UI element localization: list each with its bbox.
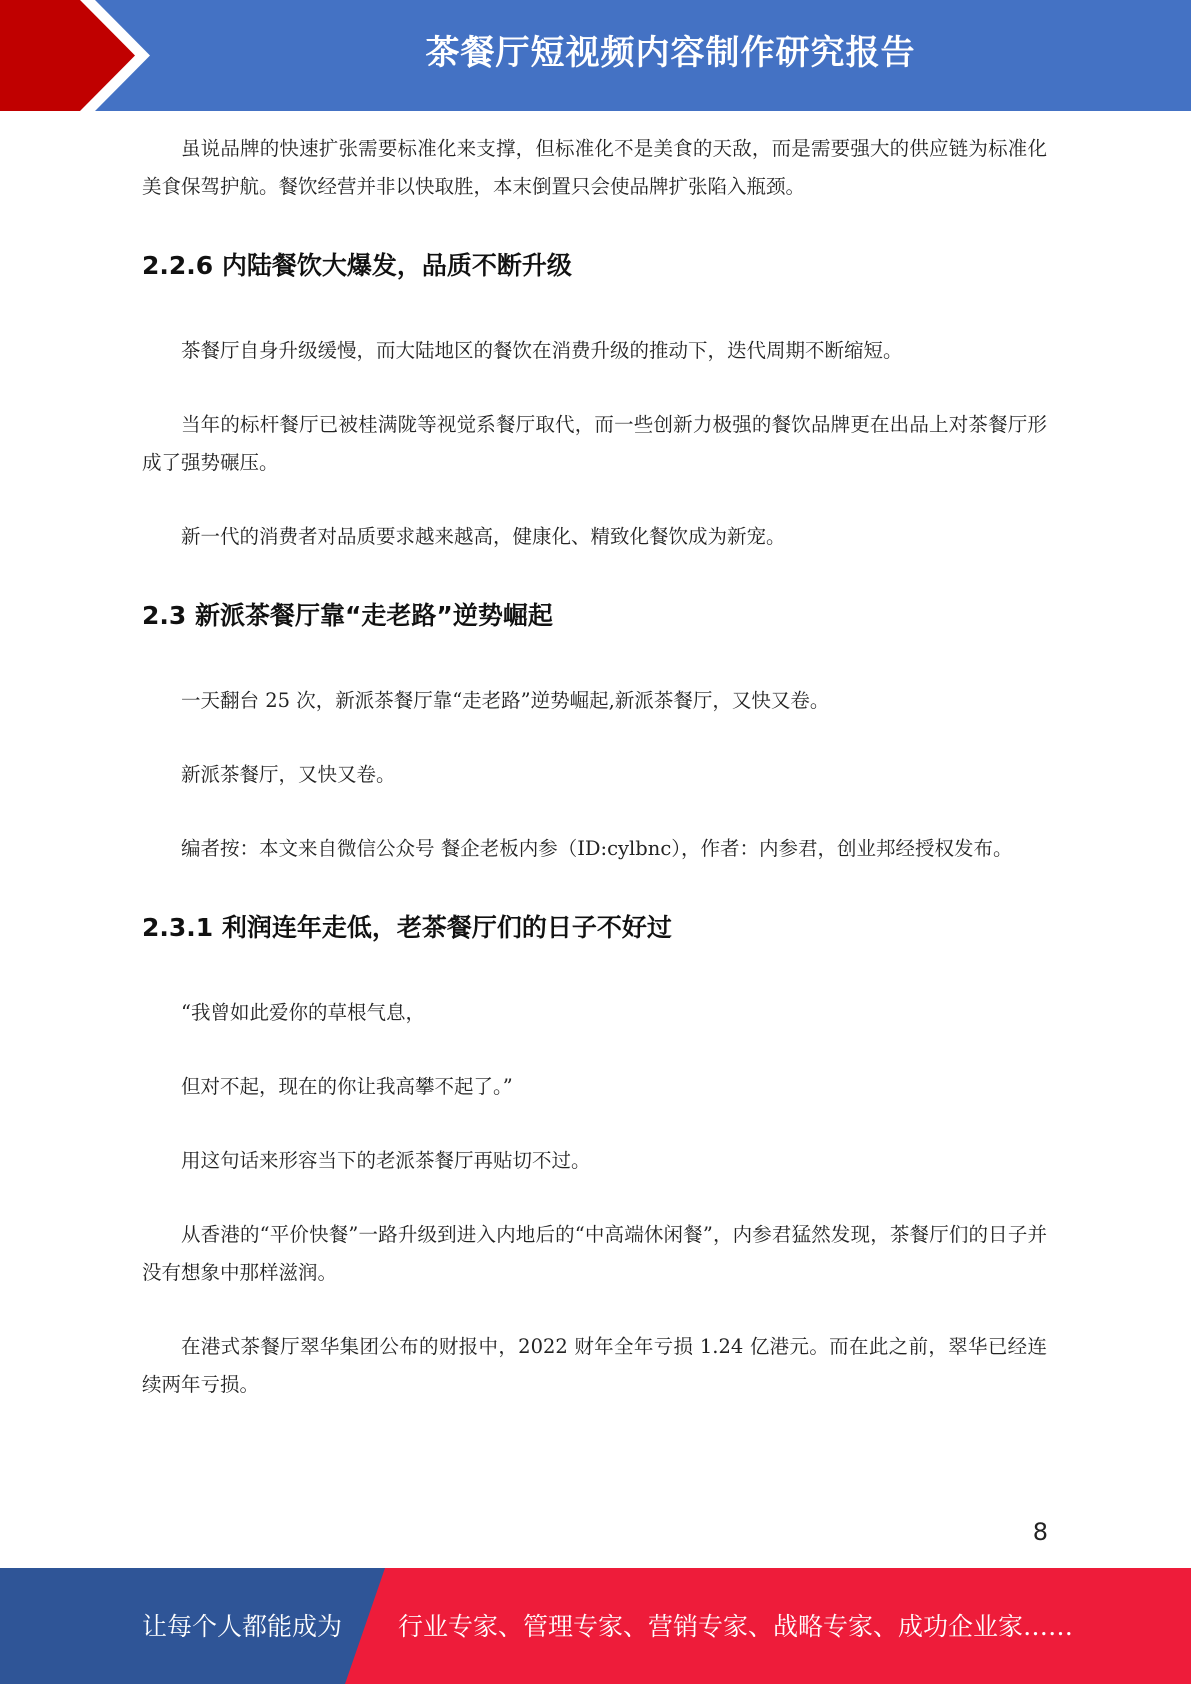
section-heading: 2.3.1 利润连年走低，老茶餐厅们的日子不好过	[142, 913, 672, 942]
section-heading: 2.2.6 内陆餐饮大爆发，品质不断升级	[142, 251, 572, 280]
footer-slogan-left: 让每个人都能成为	[142, 1612, 343, 1641]
paragraph: 茶餐厅自身升级缓慢，而大陆地区的餐饮在消费升级的推动下，迭代周期不断缩短。	[181, 339, 903, 362]
paragraph: 虽说品牌的快速扩张需要标准化来支撑，但标准化不是美食的天敌，而是需要强大的供应链为标准化美食保驾护航。餐饮经营并非以快取胜，本末倒置只会使品牌扩张陷入瓶颈。	[142, 137, 1047, 198]
arrow-chevron-icon	[0, 0, 160, 111]
paragraph: 新派茶餐厅，又快又卷。	[181, 763, 396, 786]
report-title: 茶餐厅短视频内容制作研究报告	[425, 33, 916, 73]
paragraph: 在港式茶餐厅翠华集团公布的财报中，2022 财年全年亏损 1.24 亿港元。而在此之前，翠华已经连续两年亏损。	[142, 1335, 1047, 1396]
document-body	[142, 130, 1047, 1440]
header-banner	[0, 0, 1191, 111]
paragraph: 当年的标杆餐厅已被桂满陇等视觉系餐厅取代，而一些创新力极强的餐饮品牌更在出品上对茶餐厅形成了强势碾压。	[142, 413, 1047, 474]
paragraph: 从香港的“平价快餐”一路升级到进入内地后的“中高端休闲餐”，内参君猛然发现，茶餐厅们的日子并没有想象中那样滋润。	[142, 1223, 1047, 1284]
footer-banner	[0, 1568, 1191, 1684]
section-heading: 2.3 新派茶餐厅靠“走老路”逆势崛起	[142, 601, 553, 630]
paragraph: 一天翻台 25 次，新派茶餐厅靠“走老路”逆势崛起,新派茶餐厅，又快又卷。	[181, 689, 830, 712]
paragraph: “我曾如此爱你的草根气息，	[181, 1001, 425, 1024]
paragraph: 但对不起，现在的你让我高攀不起了。”	[181, 1075, 513, 1098]
paragraph: 编者按：本文来自微信公众号 餐企老板内参（ID:cylbnc），作者：内参君，创业邦经授权发布。	[181, 837, 1013, 860]
paragraph: 用这句话来形容当下的老派茶餐厅再贴切不过。	[181, 1149, 591, 1172]
footer-slogan-right: 行业专家、管理专家、营销专家、战略专家、成功企业家……	[398, 1612, 1074, 1641]
page-number: 8	[1032, 1518, 1048, 1546]
paragraph: 新一代的消费者对品质要求越来越高，健康化、精致化餐饮成为新宠。	[181, 525, 786, 548]
